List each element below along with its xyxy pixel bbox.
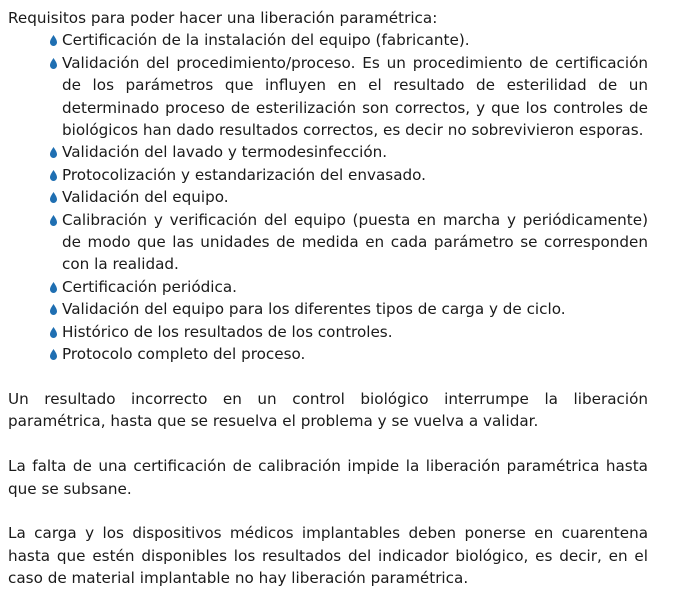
paragraph-calibration: La falta de una certificación de calibración impide la liberación paramétrica hasta que se subsane. — [8, 457, 648, 498]
list-item — [62, 52, 648, 142]
list-item-text: Validación del equipo. — [62, 188, 229, 207]
list-item-text: Protocolización y estandarización del envasado. — [62, 165, 426, 184]
droplet-bullet-icon — [50, 147, 57, 158]
list-item-text: Protocolo completo del proceso. — [62, 345, 306, 364]
list-item-text: Validación del equipo para los diferentes tipos de carga y de ciclo. — [62, 300, 566, 319]
document-body — [8, 7, 648, 590]
list-item-text: Calibración y verificación del equipo (puesta en marcha y periódicamente) de modo que las unidades de medida en cada parámetro se corresponden con la realidad. — [62, 210, 648, 274]
list-item — [62, 164, 648, 186]
droplet-bullet-icon — [50, 170, 57, 181]
list-item-text: Certificación de la instalación del equipo (fabricante). — [62, 31, 470, 50]
list-item — [62, 141, 648, 163]
list-item — [62, 209, 648, 276]
list-item — [62, 343, 648, 365]
paragraph-biological-control: Un resultado incorrecto en un control biológico interrumpe la liberación paramétrica, hasta que se resuelva el problema y se vuelva a validar. — [8, 389, 648, 431]
droplet-bullet-icon — [50, 215, 57, 226]
list-item-text: Histórico de los resultados de los controles. — [62, 322, 393, 341]
list-item-text: Validación del lavado y termodesinfección. — [62, 143, 388, 162]
paragraph-implantables: La carga y los dispositivos médicos implantables deben ponerse en cuarentena hasta que estén disponibles los resultados del indicador biológico, es decir, en el caso de material implantable no hay liberación paramétrica. — [8, 524, 648, 588]
list-item — [62, 276, 648, 298]
droplet-bullet-icon — [50, 327, 57, 338]
intro-text: Requisitos para poder hacer una liberación paramétrica: — [8, 9, 438, 27]
droplet-bullet-icon — [50, 192, 57, 203]
list-item-text: Validación del procedimiento/proceso. Es un procedimiento de certificación de los parámetros que influyen en el resultado de esterilidad de un determinado proceso de esterilización son correctos, y que los controles de biológicos han dado resultados correctos, es decir no sobrevivieron esporas. — [62, 53, 648, 140]
list-item — [62, 298, 648, 320]
droplet-bullet-icon — [50, 35, 57, 46]
droplet-bullet-icon — [50, 349, 57, 360]
list-item — [62, 321, 648, 343]
droplet-bullet-icon — [50, 304, 57, 315]
list-item — [62, 29, 648, 51]
requirements-list — [8, 29, 648, 365]
droplet-bullet-icon — [50, 282, 57, 293]
droplet-bullet-icon — [50, 58, 57, 69]
list-item-text: Certificación periódica. — [62, 277, 237, 296]
list-item — [62, 186, 648, 208]
